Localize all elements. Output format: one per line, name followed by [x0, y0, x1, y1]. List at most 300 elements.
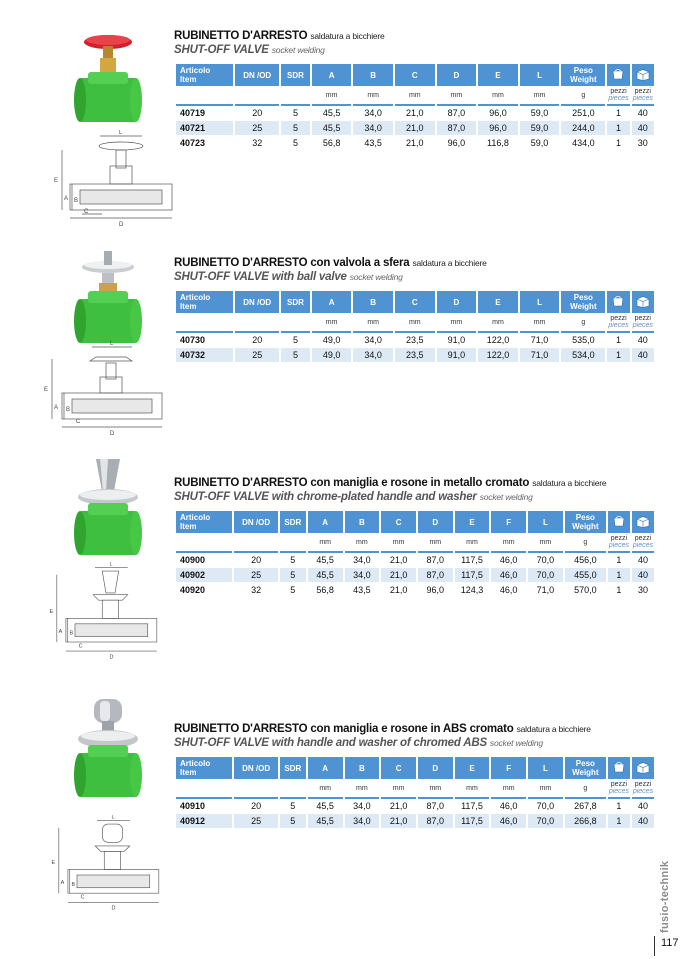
value-cell: 20: [235, 106, 279, 121]
column-header: B: [345, 757, 380, 779]
column-header: A: [308, 757, 343, 779]
column-header: A: [312, 291, 352, 313]
value-cell: 34,0: [353, 121, 393, 136]
value-cell: 5: [280, 568, 306, 583]
column-header: E: [478, 291, 518, 313]
unit-cell: mm: [450, 91, 463, 99]
dim-label-B: B: [74, 198, 79, 204]
brand-logo: [655, 855, 679, 935]
value-cell: 40: [632, 814, 654, 829]
dim-label-C: C: [80, 894, 85, 901]
unit-cell: [176, 533, 232, 551]
value-cell: 25: [235, 121, 279, 136]
unit-cell: mm: [450, 318, 463, 326]
dim-label-A: A: [64, 196, 69, 202]
unit-cell: mm: [502, 538, 515, 546]
pieces-bag-icon: [607, 64, 629, 86]
unit-cell: mm: [539, 538, 552, 546]
technical-drawing-1: [50, 130, 180, 230]
unit-cell: g: [581, 91, 586, 99]
dim-label-D: D: [119, 222, 124, 228]
dim-label-E: E: [44, 387, 49, 393]
unit-row: [176, 779, 654, 797]
pack-unit-cell: pezzi pieces: [608, 780, 630, 795]
unit-cell: mm: [367, 91, 380, 99]
value-cell: 45,5: [308, 553, 343, 568]
value-cell: 434,0: [561, 136, 605, 151]
dim-label-L: L: [111, 815, 115, 821]
unit-cell: g: [583, 784, 588, 792]
value-cell: 34,0: [345, 814, 380, 829]
technical-drawing-2: [40, 339, 170, 439]
unit-cell: mm: [325, 91, 338, 99]
value-cell: 5: [280, 553, 306, 568]
value-cell: 59,0: [520, 136, 560, 151]
title-main: RUBINETTO D'ARRESTO: [174, 30, 308, 42]
title-sub: saldatura a bicchiere: [516, 724, 591, 734]
value-cell: 45,5: [308, 814, 343, 829]
value-cell: 117,5: [455, 799, 490, 814]
technical-drawing-4: [42, 815, 172, 915]
item-code-cell: 40900: [176, 553, 232, 568]
value-cell: 122,0: [478, 333, 518, 348]
dim-label-E: E: [49, 608, 54, 615]
unit-cell: [176, 313, 233, 331]
value-cell: 34,0: [345, 568, 380, 583]
column-header: Peso Weight: [565, 757, 606, 779]
unit-cell: [281, 86, 310, 104]
value-cell: 96,0: [418, 583, 453, 598]
value-cell: 40: [632, 333, 654, 348]
unit-cell: mm: [533, 318, 546, 326]
header-row: [176, 64, 654, 86]
unit-row: [176, 86, 654, 104]
box-package-icon: [632, 511, 654, 533]
value-cell: 21,0: [381, 568, 416, 583]
page-number-rule: [654, 936, 655, 956]
value-cell: 5: [281, 121, 310, 136]
unit-cell: [176, 779, 232, 797]
unit-cell: mm: [325, 318, 338, 326]
column-header: L: [520, 64, 560, 86]
value-cell: 70,0: [528, 568, 563, 583]
value-cell: 21,0: [381, 814, 416, 829]
value-cell: 40: [632, 568, 654, 583]
value-cell: 46,0: [491, 799, 526, 814]
value-cell: 534,0: [561, 348, 605, 363]
spec-table: [174, 757, 656, 829]
column-header: Articolo Item: [176, 511, 232, 533]
unit-cell: mm: [392, 538, 405, 546]
item-code-cell: 40723: [176, 136, 233, 151]
dim-label-L: L: [110, 341, 114, 347]
value-cell: 21,0: [395, 136, 435, 151]
table-row: [176, 568, 654, 583]
column-header: Articolo Item: [176, 64, 233, 86]
value-cell: 21,0: [381, 799, 416, 814]
column-header: SDR: [281, 64, 310, 86]
value-cell: 59,0: [520, 106, 560, 121]
value-cell: 70,0: [528, 553, 563, 568]
valve-photo-chrome-handle: [50, 455, 160, 565]
dim-label-B: B: [71, 881, 76, 888]
column-header: A: [308, 511, 343, 533]
title-sub: socket welding: [271, 45, 325, 55]
value-cell: 5: [281, 333, 310, 348]
header-row: [176, 291, 654, 313]
item-code-cell: 40902: [176, 568, 232, 583]
dim-label-D: D: [109, 654, 114, 661]
column-header: SDR: [280, 757, 306, 779]
column-header: Peso Weight: [561, 64, 605, 86]
column-header: DN /OD: [234, 757, 277, 779]
value-cell: 96,0: [437, 136, 477, 151]
value-cell: 25: [235, 348, 279, 363]
box-package-icon: [632, 64, 654, 86]
value-cell: 87,0: [437, 106, 477, 121]
value-cell: 23,5: [395, 348, 435, 363]
unit-row: [176, 313, 654, 331]
value-cell: 1: [608, 583, 630, 598]
column-header: DN /OD: [235, 291, 279, 313]
table-row: [176, 121, 654, 136]
column-header: C: [381, 511, 416, 533]
column-header: E: [455, 511, 490, 533]
table-row: [176, 799, 654, 814]
column-header: L: [520, 291, 560, 313]
dim-label-A: A: [60, 880, 65, 887]
value-cell: 117,5: [455, 553, 490, 568]
spec-table: [174, 291, 656, 363]
item-code-cell: 40721: [176, 121, 233, 136]
table-row: [176, 814, 654, 829]
brand-text: fusio-technik: [659, 860, 671, 933]
value-cell: 32: [234, 583, 277, 598]
dim-label-D: D: [110, 431, 115, 437]
value-cell: 21,0: [381, 553, 416, 568]
value-cell: 34,0: [353, 106, 393, 121]
value-cell: 34,0: [345, 553, 380, 568]
value-cell: 535,0: [561, 333, 605, 348]
dim-label-E: E: [54, 178, 59, 184]
unit-cell: mm: [319, 784, 332, 792]
item-code-cell: 40730: [176, 333, 233, 348]
column-header: D: [418, 511, 453, 533]
value-cell: 91,0: [437, 348, 477, 363]
title-main: SHUT-OFF VALVE with chrome-plated handle and washer: [174, 491, 477, 503]
value-cell: 1: [608, 568, 630, 583]
value-cell: 45,5: [312, 106, 352, 121]
unit-cell: mm: [502, 784, 515, 792]
value-cell: 32: [235, 136, 279, 151]
dim-label-B: B: [69, 630, 74, 637]
dim-label-L: L: [119, 130, 123, 136]
section-title-en: [174, 44, 325, 56]
column-header: DN /OD: [235, 64, 279, 86]
pack-unit-cell: pezzi pieces: [632, 314, 653, 329]
dim-label-C: C: [84, 209, 89, 215]
box-package-icon: [632, 291, 654, 313]
pack-unit-cell: pezzi pieces: [632, 534, 654, 549]
value-cell: 46,0: [491, 568, 526, 583]
dim-label-B: B: [66, 407, 71, 413]
value-cell: 124,3: [455, 583, 490, 598]
value-cell: 40: [632, 121, 654, 136]
value-cell: 46,0: [491, 583, 526, 598]
value-cell: 21,0: [395, 121, 435, 136]
value-cell: 21,0: [395, 106, 435, 121]
value-cell: 43,5: [345, 583, 380, 598]
table-row: [176, 136, 654, 151]
value-cell: 5: [280, 814, 306, 829]
value-cell: 117,5: [455, 814, 490, 829]
value-cell: 30: [632, 136, 654, 151]
value-cell: 1: [607, 121, 629, 136]
section-title-en: [174, 491, 533, 503]
value-cell: 122,0: [478, 348, 518, 363]
value-cell: 40: [632, 799, 654, 814]
value-cell: 25: [234, 568, 277, 583]
value-cell: 21,0: [381, 583, 416, 598]
value-cell: 20: [234, 799, 277, 814]
valve-photo-abs-handle: [50, 695, 160, 805]
column-header: C: [381, 757, 416, 779]
pack-unit-cell: pezzi pieces: [608, 314, 629, 329]
pieces-bag-icon: [608, 511, 630, 533]
header-row: [176, 757, 654, 779]
value-cell: 96,0: [478, 106, 518, 121]
column-header: Articolo Item: [176, 291, 233, 313]
value-cell: 71,0: [520, 333, 560, 348]
page-number: 117: [661, 937, 679, 949]
unit-cell: [281, 313, 310, 331]
value-cell: 70,0: [528, 814, 563, 829]
unit-cell: mm: [429, 538, 442, 546]
value-cell: 455,0: [565, 568, 606, 583]
column-header: Articolo Item: [176, 757, 232, 779]
column-header: Peso Weight: [561, 291, 605, 313]
value-cell: 5: [281, 348, 310, 363]
value-cell: 56,8: [312, 136, 352, 151]
unit-cell: mm: [466, 538, 478, 546]
dim-label-A: A: [54, 405, 59, 411]
value-cell: 70,0: [528, 799, 563, 814]
unit-cell: [176, 86, 233, 104]
value-cell: 34,0: [353, 333, 393, 348]
box-package-icon: [632, 757, 654, 779]
title-sub: socket welding: [479, 492, 533, 502]
unit-cell: [234, 779, 277, 797]
value-cell: 96,0: [478, 121, 518, 136]
value-cell: 116,8: [478, 136, 518, 151]
value-cell: 267,8: [565, 799, 606, 814]
value-cell: 71,0: [520, 348, 560, 363]
column-header: F: [491, 757, 526, 779]
unit-cell: mm: [356, 784, 368, 792]
unit-row: [176, 533, 654, 551]
pack-unit-cell: pezzi pieces: [632, 780, 654, 795]
value-cell: 570,0: [565, 583, 606, 598]
value-cell: 25: [234, 814, 277, 829]
table-row: [176, 553, 654, 568]
section-title-it: [174, 30, 385, 42]
value-cell: 456,0: [565, 553, 606, 568]
unit-cell: mm: [492, 318, 504, 326]
column-header: C: [395, 64, 435, 86]
table-row: [176, 106, 654, 121]
value-cell: 117,5: [455, 568, 490, 583]
unit-cell: mm: [319, 538, 332, 546]
dim-label-C: C: [78, 643, 83, 650]
item-code-cell: 40910: [176, 799, 232, 814]
column-header: DN /OD: [234, 511, 277, 533]
value-cell: 46,0: [491, 814, 526, 829]
value-cell: 87,0: [418, 568, 453, 583]
title-sub: saldatura a bicchiere: [310, 31, 385, 41]
dim-label-D: D: [111, 905, 116, 912]
title-sub: saldatura a bicchiere: [532, 478, 607, 488]
unit-cell: g: [583, 538, 588, 546]
unit-cell: [235, 86, 279, 104]
value-cell: 20: [234, 553, 277, 568]
technical-drawing-3: [40, 562, 170, 662]
value-cell: 45,5: [308, 799, 343, 814]
value-cell: 40: [632, 106, 654, 121]
pack-unit-cell: pezzi pieces: [608, 534, 630, 549]
value-cell: 1: [607, 348, 629, 363]
value-cell: 34,0: [345, 799, 380, 814]
dim-label-L: L: [109, 562, 113, 568]
unit-cell: mm: [356, 538, 368, 546]
value-cell: 91,0: [437, 333, 477, 348]
section-title-it: [174, 477, 606, 489]
unit-cell: mm: [408, 91, 421, 99]
column-header: L: [528, 511, 563, 533]
column-header: C: [395, 291, 435, 313]
table-row: [176, 333, 654, 348]
title-sub: socket welding: [349, 272, 403, 282]
title-main: RUBINETTO D'ARRESTO con valvola a sfera: [174, 257, 410, 269]
value-cell: 49,0: [312, 333, 352, 348]
value-cell: 1: [607, 136, 629, 151]
value-cell: 71,0: [528, 583, 563, 598]
column-header: B: [345, 511, 380, 533]
value-cell: 40: [632, 553, 654, 568]
pack-unit-cell: pezzi pieces: [632, 87, 653, 102]
title-main: SHUT-OFF VALVE with ball valve: [174, 271, 347, 283]
value-cell: 251,0: [561, 106, 605, 121]
title-main: SHUT-OFF VALVE with handle and washer of chromed ABS: [174, 737, 487, 749]
section-title-it: [174, 723, 591, 735]
pieces-bag-icon: [608, 757, 630, 779]
title-main: RUBINETTO D'ARRESTO con maniglia e rosone in metallo cromato: [174, 477, 530, 489]
value-cell: 1: [608, 814, 630, 829]
column-header: SDR: [281, 291, 310, 313]
spec-table: [174, 64, 656, 151]
item-code-cell: 40732: [176, 348, 233, 363]
value-cell: 5: [280, 799, 306, 814]
section-title-en: [174, 737, 543, 749]
unit-cell: mm: [539, 784, 552, 792]
value-cell: 87,0: [418, 799, 453, 814]
value-cell: 87,0: [418, 814, 453, 829]
item-code-cell: 40912: [176, 814, 232, 829]
value-cell: 87,0: [418, 553, 453, 568]
value-cell: 34,0: [353, 348, 393, 363]
pieces-bag-icon: [607, 291, 629, 313]
title-sub: saldatura a bicchiere: [412, 258, 487, 268]
dim-label-C: C: [76, 419, 81, 425]
value-cell: 56,8: [308, 583, 343, 598]
value-cell: 266,8: [565, 814, 606, 829]
value-cell: 5: [281, 136, 310, 151]
column-header: L: [528, 757, 563, 779]
table-row: [176, 583, 654, 598]
value-cell: 5: [281, 106, 310, 121]
value-cell: 40: [632, 348, 654, 363]
column-header: B: [353, 291, 393, 313]
title-sub: socket welding: [489, 738, 543, 748]
value-cell: 30: [632, 583, 654, 598]
valve-photo-red-handwheel: [50, 30, 160, 140]
unit-cell: mm: [367, 318, 380, 326]
value-cell: 59,0: [520, 121, 560, 136]
column-header: D: [437, 64, 477, 86]
spec-table: [174, 511, 656, 598]
unit-cell: mm: [533, 91, 546, 99]
section-title-en: [174, 271, 403, 283]
unit-cell: [234, 533, 277, 551]
value-cell: 1: [608, 799, 630, 814]
column-header: Peso Weight: [565, 511, 606, 533]
column-header: D: [437, 291, 477, 313]
column-header: A: [312, 64, 352, 86]
value-cell: 46,0: [491, 553, 526, 568]
column-header: E: [478, 64, 518, 86]
unit-cell: mm: [392, 784, 405, 792]
table-row: [176, 348, 654, 363]
column-header: D: [418, 757, 453, 779]
title-main: RUBINETTO D'ARRESTO con maniglia e rosone in ABS cromato: [174, 723, 514, 735]
value-cell: 1: [607, 333, 629, 348]
unit-cell: [280, 533, 306, 551]
unit-cell: [280, 779, 306, 797]
value-cell: 87,0: [437, 121, 477, 136]
pack-unit-cell: pezzi pieces: [608, 87, 629, 102]
unit-cell: mm: [492, 91, 504, 99]
unit-cell: [235, 313, 279, 331]
unit-cell: mm: [466, 784, 478, 792]
value-cell: 23,5: [395, 333, 435, 348]
dim-label-E: E: [51, 860, 56, 867]
column-header: F: [491, 511, 526, 533]
section-title-it: [174, 257, 487, 269]
column-header: SDR: [280, 511, 306, 533]
dim-label-A: A: [58, 628, 63, 635]
unit-cell: mm: [408, 318, 421, 326]
unit-cell: g: [581, 318, 586, 326]
value-cell: 1: [607, 106, 629, 121]
unit-cell: mm: [429, 784, 442, 792]
column-header: E: [455, 757, 490, 779]
title-main: SHUT-OFF VALVE: [174, 44, 269, 56]
value-cell: 244,0: [561, 121, 605, 136]
value-cell: 49,0: [312, 348, 352, 363]
value-cell: 45,5: [312, 121, 352, 136]
header-row: [176, 511, 654, 533]
value-cell: 20: [235, 333, 279, 348]
value-cell: 5: [280, 583, 306, 598]
